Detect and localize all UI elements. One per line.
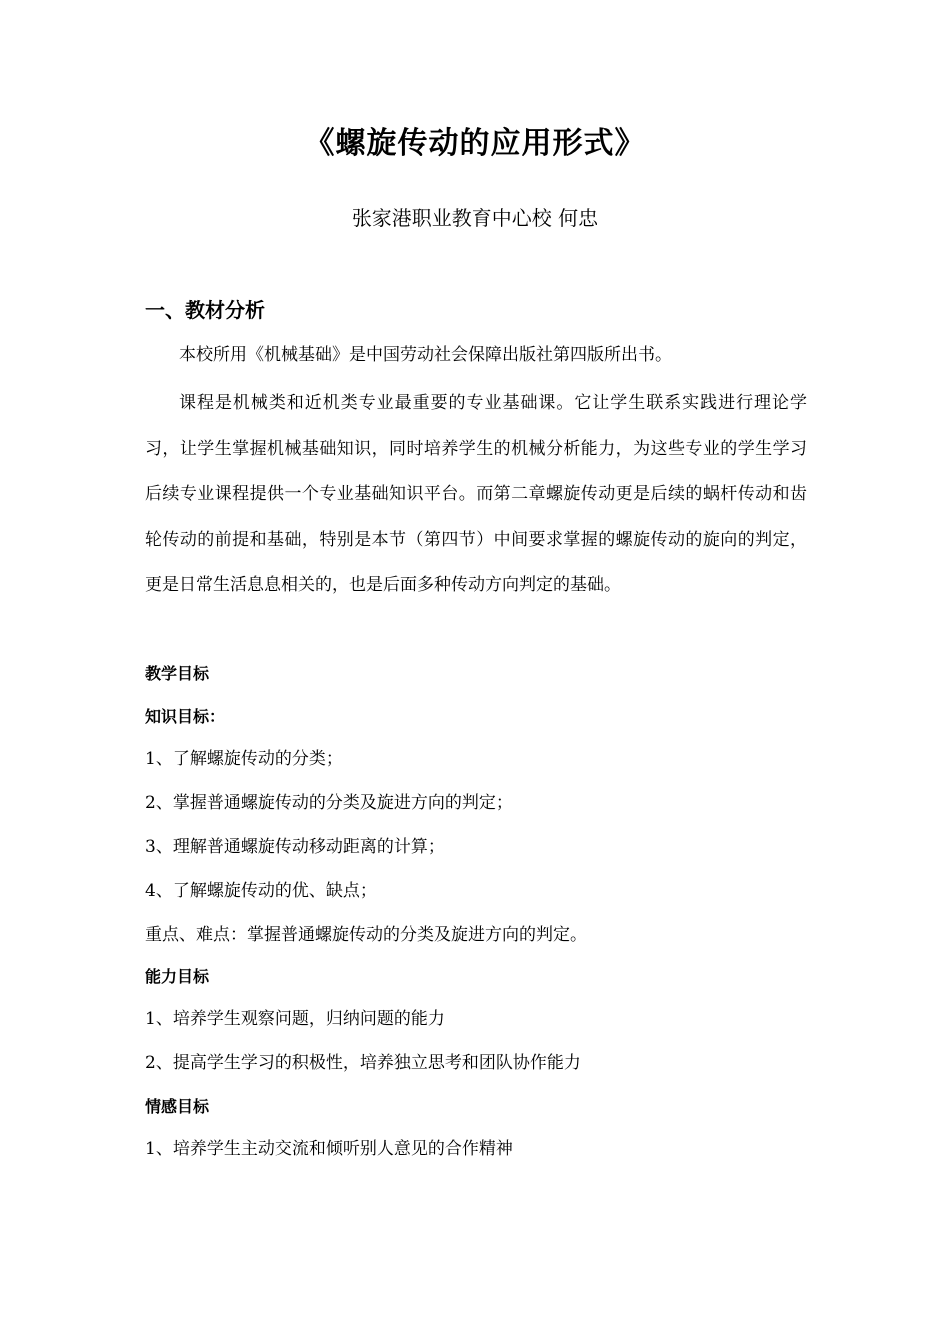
knowledge-item: 3、理解普通螺旋传动移动距离的计算； <box>145 837 445 857</box>
knowledge-item: 1、了解螺旋传动的分类； <box>145 749 343 769</box>
ability-item: 2、提高学生学习的积极性，培养独立思考和团队协作能力 <box>145 1053 581 1073</box>
ability-item: 1、培养学生观察问题，归纳问题的能力 <box>145 1009 445 1029</box>
paragraph-course-description: 课程是机械类和近机类专业最重要的专业基础课。它让学生联系实践进行理论学习，让学生掌握机械基础知识，同时培养学生的机械分析能力，为这些专业的学生学习后续专业课程提供一个专业基础知识平台。而第二章螺旋传动更是后续的蜗杆传动和齿轮传动的前提和基础，特别是本节（第四节）中间要求掌握的螺旋传动的旋向的判定，更是日常生活息息相关的，也是后面多种传动方向判定的基础。 <box>145 393 807 595</box>
knowledge-item: 2、掌握普通螺旋传动的分类及旋进方向的判定； <box>145 793 513 813</box>
heading-knowledge-goals: 知识目标： <box>145 707 226 726</box>
document-title: 《螺旋传动的应用形式》 <box>304 126 646 161</box>
paragraph-textbook-source: 本校所用《机械基础》是中国劳动社会保障出版社第四版所出书。 <box>179 345 672 365</box>
heading-teaching-goals: 教学目标 <box>145 664 210 683</box>
knowledge-item: 4、了解螺旋传动的优、缺点； <box>145 881 377 901</box>
section-heading-textbook-analysis: 一、教材分析 <box>145 298 265 322</box>
heading-emotion-goals: 情感目标 <box>145 1097 210 1116</box>
heading-ability-goals: 能力目标 <box>145 967 210 986</box>
key-points-text: 重点、难点：掌握普通螺旋传动的分类及旋进方向的判定。 <box>145 925 587 945</box>
document-author: 张家港职业教育中心校 何忠 <box>351 206 599 230</box>
emotion-item: 1、培养学生主动交流和倾听别人意见的合作精神 <box>145 1139 513 1159</box>
